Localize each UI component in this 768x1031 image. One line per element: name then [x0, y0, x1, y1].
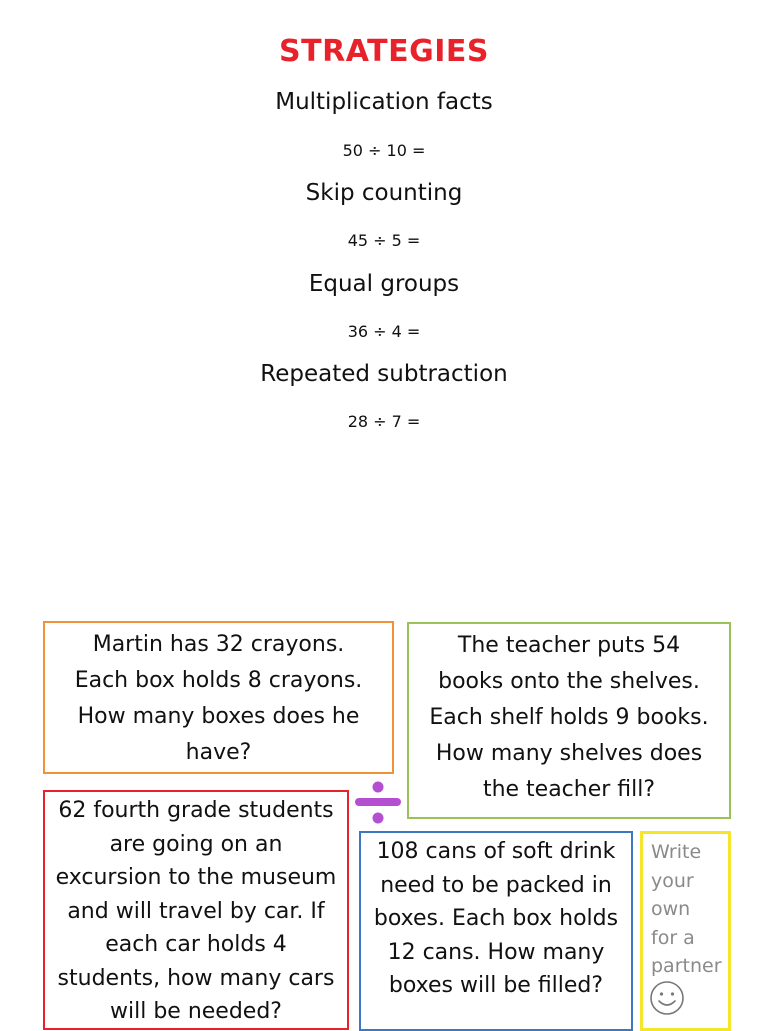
strategy-heading: Repeated subtraction: [260, 361, 508, 387]
strategy-equation: 28 ÷ 7 =: [347, 412, 421, 431]
strategy-heading: Equal groups: [308, 271, 460, 297]
problem-line: The teacher puts 54: [457, 633, 681, 658]
problem-line: need to be packed in: [380, 872, 612, 898]
problem-card-cans: [359, 831, 633, 1031]
problem-line: and will travel by car. If: [67, 898, 325, 924]
write-your-own-card: [640, 831, 731, 1031]
problem-line: Martin has 32 crayons.: [92, 632, 345, 657]
problem-line: are going on an: [109, 831, 283, 857]
problem-line: the teacher fill?: [482, 777, 656, 802]
problem-line: 62 fourth grade students: [58, 798, 334, 823]
problem-line: students, how many cars: [57, 965, 335, 991]
page-title: STRATEGIES: [279, 34, 489, 69]
partner-line: partner: [651, 955, 722, 977]
problem-card-books: [407, 622, 731, 819]
problem-line: 108 cans of soft drink: [376, 839, 616, 864]
strategy-equation: 50 ÷ 10 =: [342, 141, 426, 160]
partner-line: Write: [651, 841, 702, 863]
problem-line: excursion to the museum: [55, 865, 337, 890]
partner-line: own: [651, 898, 691, 920]
problem-line: How many boxes does he: [77, 704, 360, 729]
problem-line: will be needed?: [110, 999, 282, 1024]
divide-sign-icon: [353, 778, 403, 828]
problem-line: Each shelf holds 9 books.: [429, 705, 709, 730]
partner-line: for a: [651, 926, 695, 949]
strategy-equation: 45 ÷ 5 =: [347, 231, 421, 250]
smiley-face-icon: [649, 980, 685, 1016]
problem-line: 12 cans. How many: [387, 939, 605, 965]
problem-card-crayons: [43, 621, 394, 774]
problem-line: have?: [185, 740, 252, 765]
strategy-heading: Skip counting: [305, 180, 463, 206]
problem-card-excursion: [43, 790, 349, 1030]
problem-line: Each box holds 8 crayons.: [74, 668, 363, 693]
problem-line: How many shelves does: [435, 741, 703, 766]
strategy-heading: Multiplication facts: [275, 89, 493, 115]
problem-line: boxes will be filled?: [388, 973, 604, 998]
problem-line: boxes. Each box holds: [373, 906, 619, 931]
problem-line: each car holds 4: [105, 932, 287, 957]
strategy-equation: 36 ÷ 4 =: [347, 322, 421, 341]
partner-line: your: [651, 869, 694, 892]
problem-line: books onto the shelves.: [438, 669, 700, 694]
